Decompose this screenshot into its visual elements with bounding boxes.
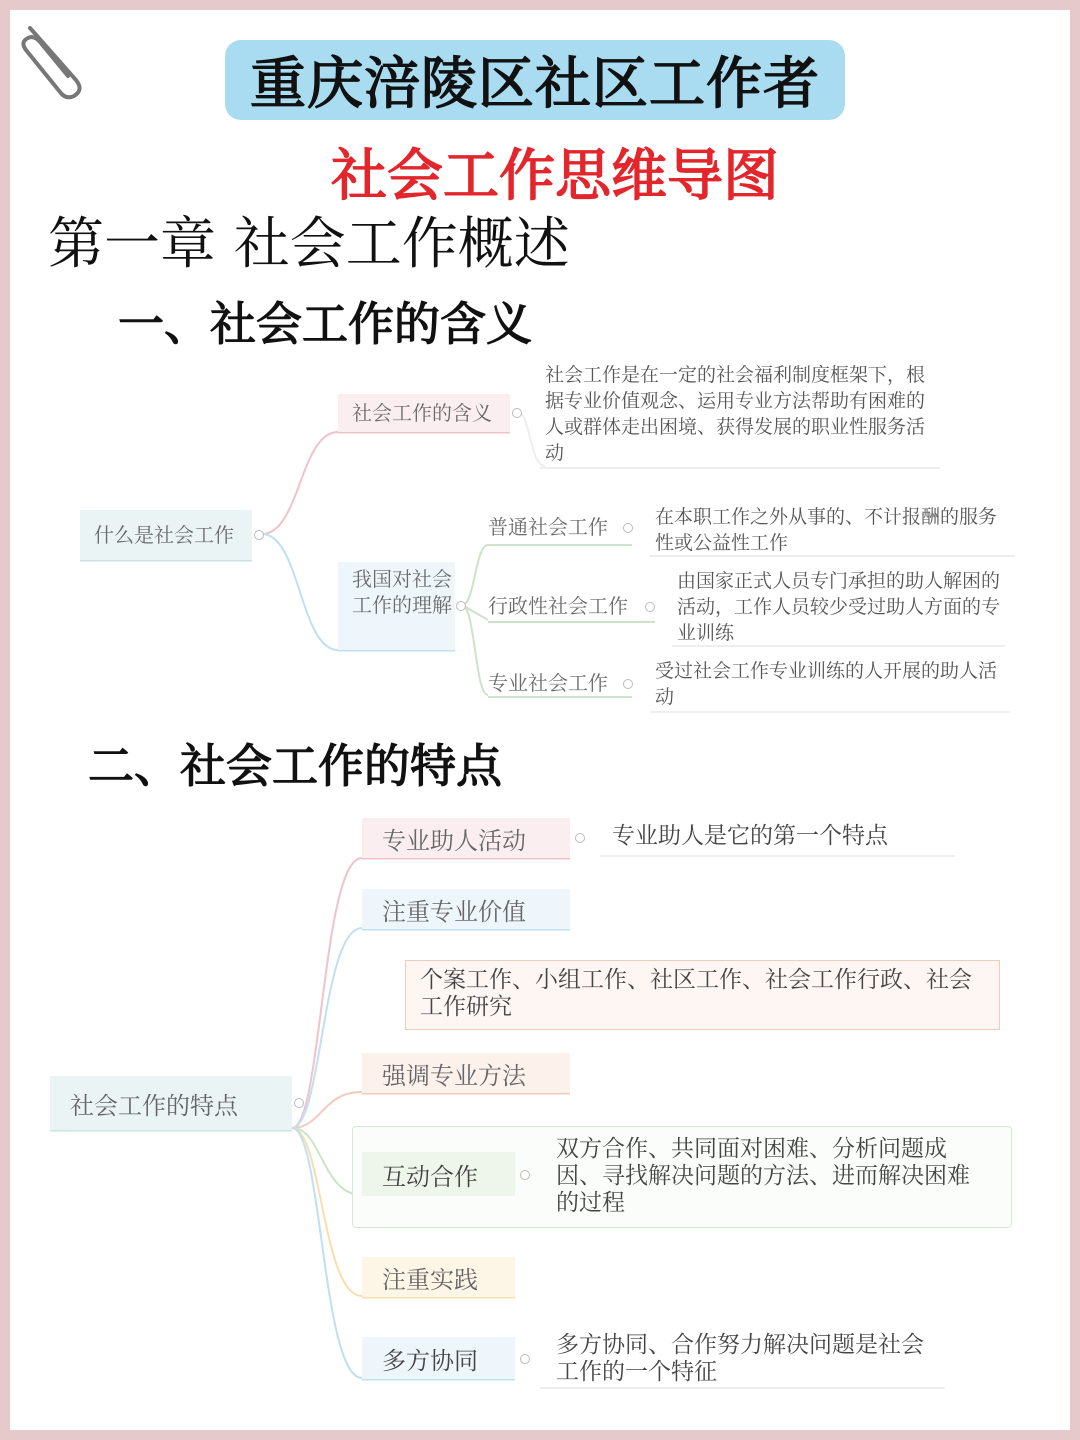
type-text-administrative: 由国家正式人员专门承担的助人解困的活动，工作人员较少受过助人方面的专业训练 [677,570,1001,644]
chapter-heading: 第一章 社会工作概述 [48,212,570,277]
feature-interaction-text: 双方合作、共同面对困难、分析问题成因、寻找解决问题的方法、进而解决困难的过程 [556,1136,970,1216]
node-dot [294,1098,304,1108]
feature-collaboration-text: 多方协同、合作努力解决问题是社会工作的一个特征 [556,1332,924,1385]
main-title: 重庆涪陵区社区工作者 [225,40,845,120]
mindmap-1-root: 什么是社会工作 [80,510,252,560]
section-heading-1: 一、社会工作的含义 [118,297,532,351]
feature-professional-help: 专业助人活动 [362,818,570,858]
type-label-general: 普通社会工作 [488,515,608,539]
subtitle: 社会工作思维导图 [331,144,779,209]
feature-collaboration: 多方协同 [362,1337,515,1379]
mindmap-2-root: 社会工作的特点 [50,1076,292,1130]
meaning-text: 社会工作是在一定的社会福利制度框架下，根据专业价值观念、运用专业方法帮助有困难的人或群体走出困境、获得发展的职业性服务活动 [545,364,926,464]
feature-methods-text: 个案工作、小组工作、社区工作、社会工作行政、社会工作研究 [405,960,1000,1030]
type-text-general: 在本职工作之外从事的、不计报酬的服务性或公益性工作 [655,506,998,554]
section-heading-2: 二、社会工作的特点 [88,739,502,793]
feature-professional-help-text: 专业助人是它的第一个特点 [612,823,888,849]
feature-professional-methods: 强调专业方法 [362,1053,570,1093]
feature-interaction: 互动合作 [362,1152,515,1196]
node-dot [520,1354,530,1364]
type-label-administrative: 行政性社会工作 [488,594,628,618]
feature-practice: 注重实践 [362,1257,515,1297]
understanding-node: 我国对社会工作的理解 [338,562,455,650]
node-dot [520,1170,530,1180]
meaning-node: 社会工作的含义 [338,394,510,432]
type-text-professional: 受过社会工作专业训练的人开展的助人活动 [655,660,998,708]
node-dot [575,833,585,843]
type-label-professional: 专业社会工作 [488,671,608,695]
feature-professional-values: 注重专业价值 [362,889,570,929]
